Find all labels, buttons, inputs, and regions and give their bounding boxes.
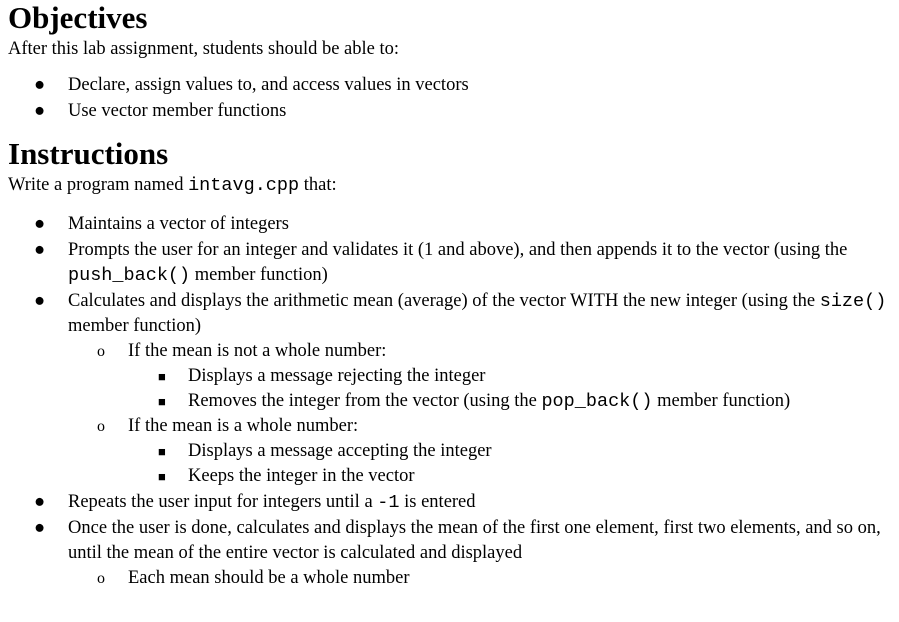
circle-bullet-icon: o xyxy=(97,418,105,435)
circle-bullet-icon: o xyxy=(97,570,105,587)
list-item: ● Repeats the user input for integers until a -1 is entered xyxy=(34,492,476,513)
bullet-icon: ● xyxy=(34,492,46,512)
sentinel-code: -1 xyxy=(377,492,400,513)
list-item: ■ Displays a message rejecting the integer xyxy=(188,364,899,389)
list-item: ● Calculates and displays the arithmetic mean (average) of the vector WITH the new integer (using the size() member function) o If the mean is not a whole number: ■ Displays a message rejecting the integer ■ Removes the integer from the vector (using the pop_back() member function) o If the mean is a whole number: ■ Displays a message accepting the integer ■ Keeps the integer in the vector xyxy=(68,289,899,489)
size-code: size() xyxy=(819,291,887,312)
instructions-intro: Write a program named intavg.cpp that: xyxy=(8,175,337,196)
square-bullet-icon: ■ xyxy=(158,394,166,409)
square-bullet-icon: ■ xyxy=(158,369,166,384)
circle-bullet-icon: o xyxy=(97,343,105,360)
square-bullet-icon: ■ xyxy=(158,444,166,459)
bullet-icon: ● xyxy=(34,518,46,538)
filename-code: intavg.cpp xyxy=(188,175,300,196)
objectives-list xyxy=(8,73,899,124)
document-page xyxy=(0,1,899,591)
bullet-icon: ● xyxy=(34,214,46,234)
push-back-code: push_back() xyxy=(68,265,191,286)
bullet-icon: ● xyxy=(34,101,46,121)
pop-back-code: pop_back() xyxy=(541,391,653,412)
list-item: o If the mean is not a whole number: ■ Displays a message rejecting the integer ■ Removes the integer from the vector (using the pop_back() member function) xyxy=(128,339,899,414)
list-item: ■ Keeps the integer in the vector xyxy=(188,464,899,489)
bullet-icon: ● xyxy=(34,75,46,95)
square-bullet-icon: ■ xyxy=(158,469,166,484)
list-item: ● Declare, assign values to, and access values in vectors xyxy=(68,73,899,98)
list-item: ● Once the user is done, calculates and displays the mean of the first one element, first two elements, and so on, until the mean of the entire vector is calculated and displayed o Each mean should be a whole number xyxy=(68,516,899,591)
bullet-icon: ● xyxy=(34,291,46,311)
objectives-heading: Objectives xyxy=(8,0,148,35)
final-mean-list xyxy=(68,566,899,591)
not-whole-actions-list xyxy=(128,364,899,414)
list-item: ● Prompts the user for an integer and validates it (1 and above), and then appends it to the vector (using the push_back() member function) xyxy=(34,240,848,286)
list-item: o If the mean is a whole number: ■ Displays a message accepting the integer ■ Keeps the integer in the vector xyxy=(128,414,899,489)
bullet-icon: ● xyxy=(34,240,46,260)
list-item: ■ Displays a message accepting the integer xyxy=(188,439,899,464)
mean-conditions-list xyxy=(68,339,899,489)
objectives-intro: After this lab assignment, students should be able to: xyxy=(8,39,400,59)
instructions-list xyxy=(8,212,899,591)
list-item: ● Use vector member functions xyxy=(68,99,899,124)
whole-actions-list xyxy=(128,439,899,489)
instructions-heading: Instructions xyxy=(8,136,169,171)
list-item: ● Maintains a vector of integers xyxy=(68,212,899,237)
list-item: ■ Removes the integer from the vector (using the pop_back() member function) xyxy=(158,391,791,412)
list-item: o Each mean should be a whole number xyxy=(128,566,899,591)
